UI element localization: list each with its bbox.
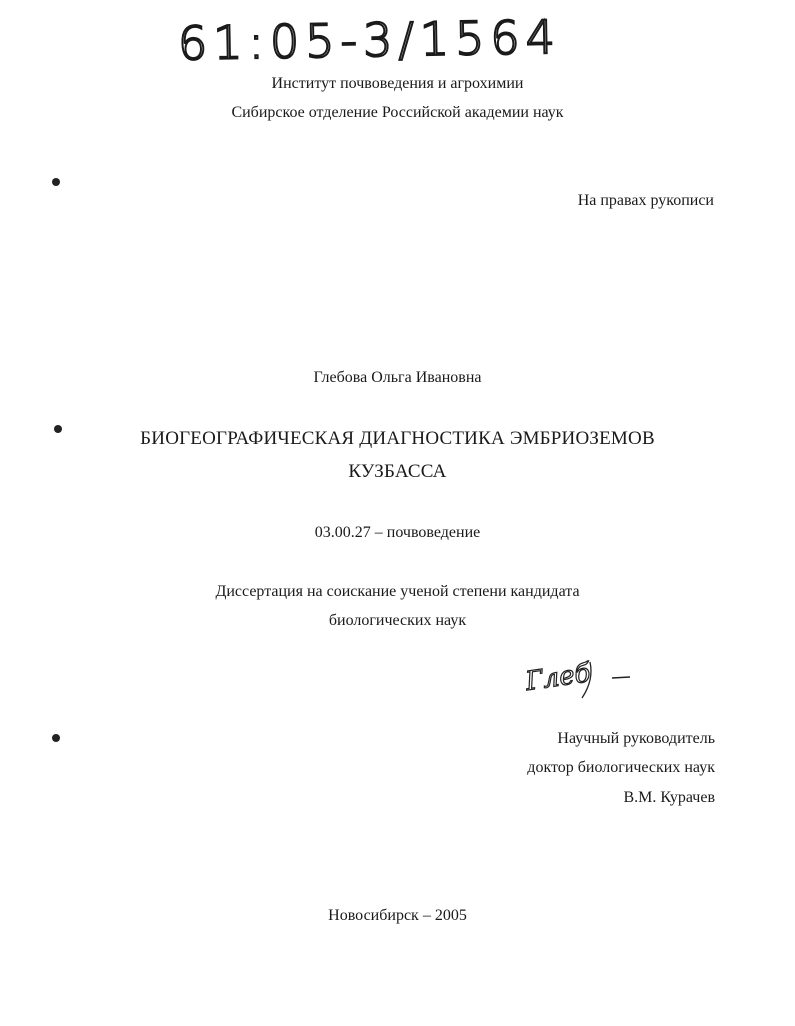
archive-number-handwritten bbox=[0, 4, 795, 74]
institute-name: Институт почвоведения и агрохимии bbox=[271, 75, 524, 92]
dissertation-degree-line1: Диссертация на соискание ученой степени кандидата bbox=[215, 583, 580, 600]
supervisor-name: В.М. Курачев bbox=[623, 789, 715, 806]
dissertation-degree-line2: биологических наук bbox=[328, 612, 467, 629]
specialty-code: 03.00.27 – почвоведение bbox=[314, 524, 481, 541]
dissertation-title-line2: КУЗБАССА bbox=[348, 461, 447, 482]
branch-name: Сибирское отделение Российской академии наук bbox=[231, 104, 564, 121]
author-name: Глебова Ольга Ивановна bbox=[313, 369, 482, 386]
binding-hole-mark bbox=[52, 734, 60, 742]
supervisor-role: Научный руководитель bbox=[557, 730, 715, 747]
signature-text: Глеб bbox=[523, 658, 593, 698]
supervisor-degree: доктор биологических наук bbox=[527, 759, 715, 776]
signature-drawing bbox=[520, 650, 640, 710]
archive-number-text: 61:05-3/1564 bbox=[177, 9, 562, 71]
archive-number-drawing bbox=[0, 4, 795, 74]
dissertation-title-line1: БИОГЕОГРАФИЧЕСКАЯ ДИАГНОСТИКА ЭМБРИОЗЕМОВ bbox=[140, 428, 655, 449]
rights-notice: На правах рукописи bbox=[577, 192, 714, 209]
binding-hole-mark bbox=[52, 178, 60, 186]
signature-dash bbox=[612, 677, 630, 678]
signature bbox=[520, 650, 640, 710]
city-year: Новосибирск – 2005 bbox=[328, 907, 467, 924]
